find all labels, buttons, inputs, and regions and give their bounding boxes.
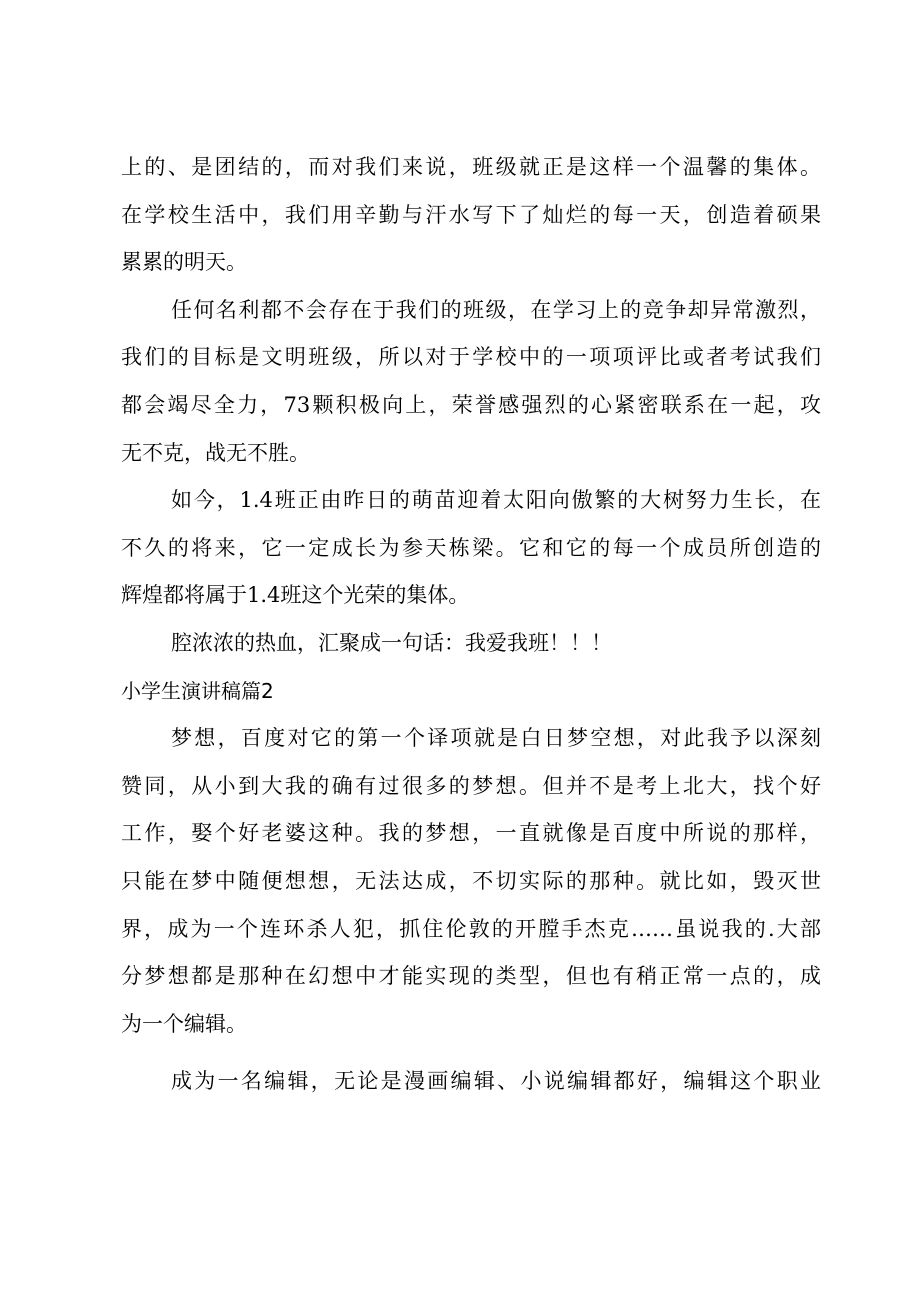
paragraph — [121, 1058, 821, 1106]
text-line: 分梦想都是那种在幻想中才能实现的类型，但也有稍正常一点的，成 — [121, 964, 821, 989]
paragraph — [121, 477, 821, 620]
section-heading — [121, 668, 821, 716]
text-line: 赞同，从小到大我的确有过很多的梦想。但并不是考上北大，找个好 — [121, 773, 821, 798]
text-line: 无不克，战无不胜。 — [121, 440, 310, 465]
text-line: 我们的目标是文明班级，所以对于学校中的一项项评比或者考试我们 — [121, 345, 821, 370]
paragraph-gap — [121, 1048, 821, 1058]
text-line: 成为一名编辑，无论是漫画编辑、小说编辑都好，编辑这个职业 — [171, 1069, 821, 1094]
text-line: 累累的明天。 — [121, 250, 247, 275]
text-line: 为一个编辑。 — [121, 1011, 247, 1036]
paragraph — [121, 620, 821, 668]
text-line: 上的、是团结的，而对我们来说，班级就正是这样一个温馨的集体。 — [121, 155, 821, 179]
text-line: 梦想，百度对它的第一个译项就是白日梦空想，对此我予以深刻 — [171, 726, 821, 751]
text-line: 腔浓浓的热血，汇聚成一句话：我爱我班！！！ — [171, 630, 612, 655]
text-line: 只能在梦中随便想想，无法达成，不切实际的那种。就比如，毁灭世 — [121, 868, 821, 893]
text-line: 任何名利都不会存在于我们的班级，在学习上的竞争却异常激烈， — [171, 297, 821, 322]
text-line: 在学校生活中，我们用辛勤与汗水写下了灿烂的每一天，创造着硕果 — [121, 202, 821, 227]
text-line: 不久的将来，它一定成长为参天栋梁。它和它的每一个成员所创造的 — [121, 535, 821, 560]
text-line: 工作，娶个好老婆这种。我的梦想，一直就像是百度中所说的那样， — [121, 821, 821, 846]
paragraph — [121, 287, 821, 477]
document-body — [121, 144, 821, 1106]
text-line: 都会竭尽全力，73颗积极向上，荣誉感强烈的心紧密联系在一起，攻 — [121, 392, 821, 417]
text-line: 如今，1.4班正由昨日的萌苗迎着太阳向傲繁的大树努力生长，在 — [171, 488, 821, 513]
text-line: 界，成为一个连环杀人犯，抓住伦敦的开膛手杰克……虽说我的.大部 — [121, 916, 821, 941]
paragraph — [121, 144, 821, 287]
paragraph — [121, 715, 821, 1048]
text-line: 辉煌都将属于1.4班这个光荣的集体。 — [121, 583, 470, 608]
heading-text: 小学生演讲稿篇2 — [121, 678, 274, 703]
